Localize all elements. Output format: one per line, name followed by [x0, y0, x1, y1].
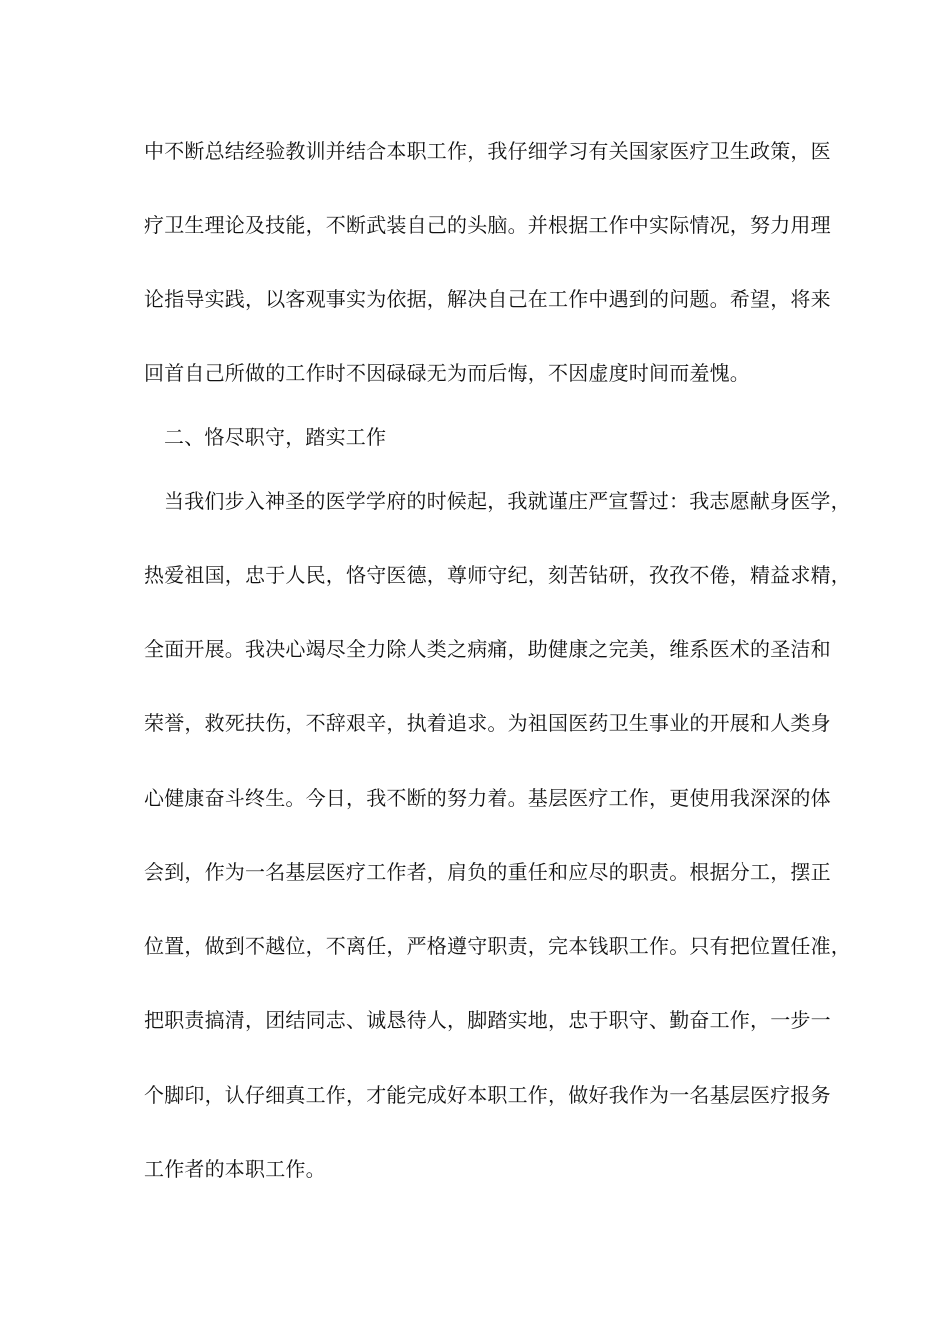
paragraph-line: 热爱祖国，忠于人民，恪守医德，尊师守纪，刻苦钻研，孜孜不倦，精益求精，	[144, 563, 851, 587]
paragraph-line: 回首自己所做的工作时不因碌碌无为而后悔，不因虚度时间而羞愧。	[144, 361, 750, 385]
paragraph-line: 论指导实践，以客观事实为依据，解决自己在工作中遇到的问题。希望，将来	[144, 287, 831, 311]
paragraph-line: 会到，作为一名基层医疗工作者，肩负的重任和应尽的职责。根据分工，摆正	[144, 860, 831, 884]
paragraph-line: 工作者的本职工作。	[144, 1157, 326, 1181]
paragraph-line: 全面开展。我决心竭尽全力除人类之病痛，助健康之完美，维系医术的圣洁和	[144, 637, 831, 661]
paragraph-line: 疗卫生理论及技能，不断武装自己的头脑。并根据工作中实际情况，努力用理	[144, 213, 831, 237]
paragraph-line: 把职责搞清，团结同志、诚恳待人，脚踏实地，忠于职守、勤奋工作，一步一	[144, 1008, 831, 1032]
paragraph-line: 心健康奋斗终生。今日，我不断的努力着。基层医疗工作，更使用我深深的体	[144, 786, 831, 810]
paragraph-line: 当我们步入神圣的医学学府的时候起，我就谨庄严宣誓过：我志愿献身医学，	[164, 489, 851, 513]
paragraph-line: 荣誉，救死扶伤，不辞艰辛，执着追求。为祖国医药卫生事业的开展和人类身	[144, 711, 831, 735]
section-heading: 二、恪尽职守，踏实工作	[164, 425, 387, 449]
paragraph-line: 个脚印，认仔细真工作，才能完成好本职工作，做好我作为一名基层医疗报务	[144, 1083, 831, 1107]
paragraph-line: 中不断总结经验教训并结合本职工作，我仔细学习有关国家医疗卫生政策，医	[144, 139, 831, 163]
paragraph-line: 位置，做到不越位，不离任，严格遵守职责，完本钱职工作。只有把位置任准，	[144, 934, 851, 958]
